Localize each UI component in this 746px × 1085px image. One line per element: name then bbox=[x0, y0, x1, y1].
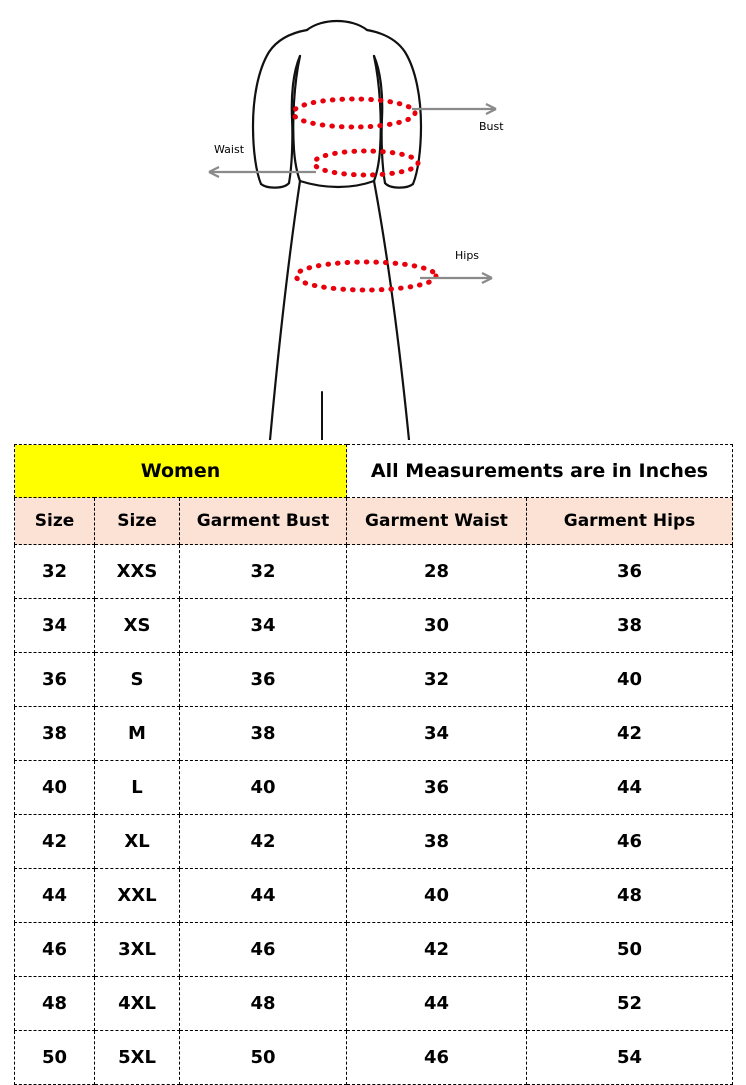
cell-size-numeric: 44 bbox=[15, 869, 95, 923]
header-garment-waist: Garment Waist bbox=[347, 498, 527, 545]
cell-bust: 34 bbox=[180, 599, 347, 653]
table-row bbox=[15, 923, 733, 977]
table-row bbox=[15, 1031, 733, 1085]
cell-waist: 34 bbox=[347, 707, 527, 761]
cell-size-numeric: 34 bbox=[15, 599, 95, 653]
waist-label: Waist bbox=[214, 143, 245, 156]
cell-waist: 36 bbox=[347, 761, 527, 815]
cell-bust: 50 bbox=[180, 1031, 347, 1085]
bust-measure-ellipse bbox=[293, 99, 415, 127]
cell-hips: 46 bbox=[527, 815, 733, 869]
cell-size-numeric: 32 bbox=[15, 545, 95, 599]
cell-bust: 42 bbox=[180, 815, 347, 869]
title-measurements: All Measurements are in Inches bbox=[347, 445, 733, 498]
table-title-row bbox=[15, 445, 733, 498]
title-women: Women bbox=[15, 445, 347, 498]
cell-size-alpha: S bbox=[95, 653, 180, 707]
cell-bust: 38 bbox=[180, 707, 347, 761]
cell-waist: 30 bbox=[347, 599, 527, 653]
cell-size-numeric: 48 bbox=[15, 977, 95, 1031]
header-garment-hips: Garment Hips bbox=[527, 498, 733, 545]
cell-hips: 44 bbox=[527, 761, 733, 815]
waist-measure-ellipse bbox=[314, 151, 418, 175]
cell-size-numeric: 36 bbox=[15, 653, 95, 707]
table-row bbox=[15, 707, 733, 761]
cell-size-alpha: XXS bbox=[95, 545, 180, 599]
hips-measure-ellipse bbox=[296, 262, 436, 290]
cell-waist: 32 bbox=[347, 653, 527, 707]
cell-size-alpha: 5XL bbox=[95, 1031, 180, 1085]
cell-hips: 48 bbox=[527, 869, 733, 923]
table-row bbox=[15, 545, 733, 599]
cell-size-alpha: XS bbox=[95, 599, 180, 653]
cell-size-alpha: L bbox=[95, 761, 180, 815]
cell-hips: 36 bbox=[527, 545, 733, 599]
cell-waist: 38 bbox=[347, 815, 527, 869]
table-row bbox=[15, 977, 733, 1031]
table-header-row bbox=[15, 498, 733, 545]
cell-size-numeric: 46 bbox=[15, 923, 95, 977]
table-row bbox=[15, 761, 733, 815]
cell-size-alpha: 4XL bbox=[95, 977, 180, 1031]
cell-waist: 46 bbox=[347, 1031, 527, 1085]
cell-hips: 50 bbox=[527, 923, 733, 977]
cell-size-numeric: 38 bbox=[15, 707, 95, 761]
cell-size-alpha: XL bbox=[95, 815, 180, 869]
size-table bbox=[14, 444, 733, 1085]
size-table-wrapper bbox=[14, 444, 732, 1085]
cell-bust: 44 bbox=[180, 869, 347, 923]
cell-bust: 32 bbox=[180, 545, 347, 599]
cell-hips: 38 bbox=[527, 599, 733, 653]
dress-figure-svg bbox=[0, 0, 746, 440]
cell-hips: 42 bbox=[527, 707, 733, 761]
cell-bust: 48 bbox=[180, 977, 347, 1031]
cell-size-alpha: XXL bbox=[95, 869, 180, 923]
neckline-path bbox=[307, 21, 367, 30]
dress-illustration bbox=[0, 0, 746, 440]
cell-bust: 36 bbox=[180, 653, 347, 707]
cell-size-numeric: 50 bbox=[15, 1031, 95, 1085]
table-row bbox=[15, 815, 733, 869]
cell-waist: 42 bbox=[347, 923, 527, 977]
header-garment-bust: Garment Bust bbox=[180, 498, 347, 545]
table-row bbox=[15, 653, 733, 707]
cell-waist: 28 bbox=[347, 545, 527, 599]
cell-waist: 44 bbox=[347, 977, 527, 1031]
hips-label: Hips bbox=[455, 249, 480, 262]
table-row bbox=[15, 599, 733, 653]
cell-size-alpha: M bbox=[95, 707, 180, 761]
cell-bust: 46 bbox=[180, 923, 347, 977]
cell-size-alpha: 3XL bbox=[95, 923, 180, 977]
cell-size-numeric: 42 bbox=[15, 815, 95, 869]
header-size-numeric: Size bbox=[15, 498, 95, 545]
cell-hips: 54 bbox=[527, 1031, 733, 1085]
header-size-alpha: Size bbox=[95, 498, 180, 545]
cell-waist: 40 bbox=[347, 869, 527, 923]
table-row bbox=[15, 869, 733, 923]
cell-size-numeric: 40 bbox=[15, 761, 95, 815]
cell-bust: 40 bbox=[180, 761, 347, 815]
bust-label: Bust bbox=[479, 120, 504, 133]
cell-hips: 40 bbox=[527, 653, 733, 707]
cell-hips: 52 bbox=[527, 977, 733, 1031]
